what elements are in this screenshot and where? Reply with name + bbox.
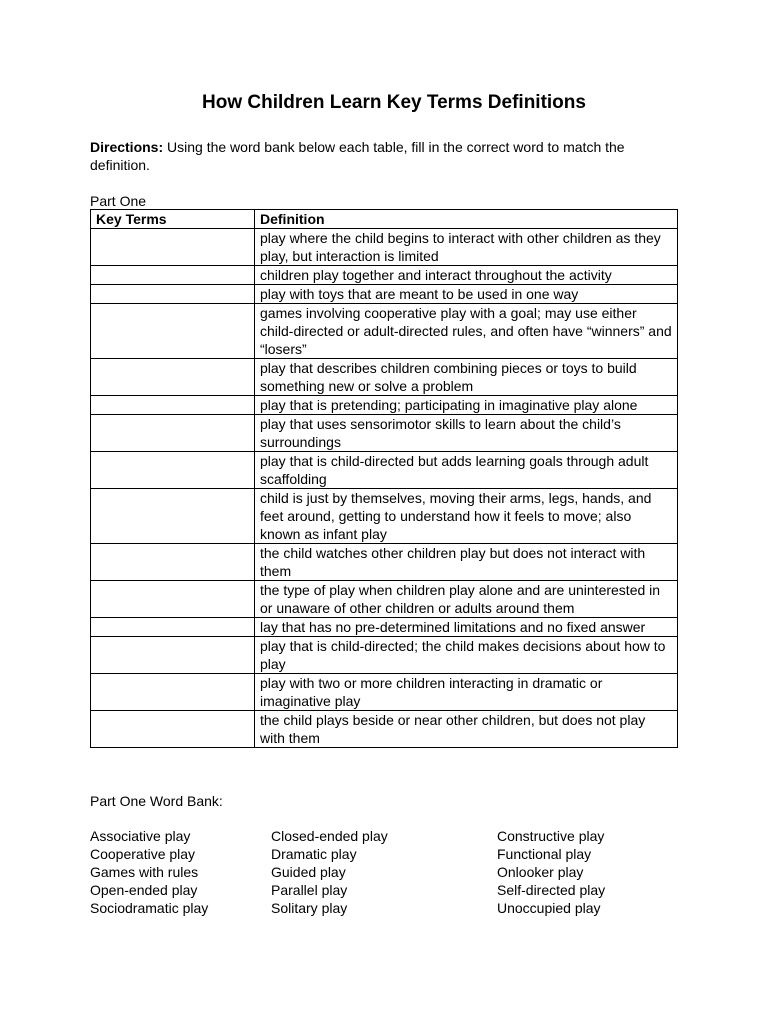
table-row xyxy=(91,266,678,285)
key-term-answer-cell[interactable] xyxy=(91,304,255,359)
key-term-answer-cell[interactable] xyxy=(91,396,255,415)
page-title: How Children Learn Key Terms Definitions xyxy=(202,92,586,113)
definition-cell: the type of play when children play alone and are uninterested in or unaware of other children or adults around them xyxy=(255,581,678,618)
key-term-answer-cell[interactable] xyxy=(91,359,255,396)
table-row xyxy=(91,637,678,674)
definition-cell: child is just by themselves, moving their arms, legs, hands, and feet around, getting to understand how it feels to move; also known as infant play xyxy=(255,489,678,544)
word-bank-item: Functional play xyxy=(497,846,592,862)
word-bank-item: Games with rules xyxy=(90,864,199,880)
table-row xyxy=(91,359,678,396)
word-bank-column-3 xyxy=(497,827,605,917)
definition-cell: play that is child-directed but adds learning goals through adult scaffolding xyxy=(255,452,678,489)
key-term-answer-cell[interactable] xyxy=(91,637,255,674)
definition-cell: play that is pretending; participating in imaginative play alone xyxy=(255,396,678,415)
word-bank-item: Sociodramatic play xyxy=(90,900,209,916)
definition-cell: play with toys that are meant to be used in one way xyxy=(255,285,678,304)
table-row xyxy=(91,452,678,489)
word-bank-column-2 xyxy=(271,827,388,917)
word-bank-item: Closed-ended play xyxy=(271,828,388,844)
key-terms-table xyxy=(90,209,678,748)
directions-text: Using the word bank below each table, fill in the correct word to match the definition. xyxy=(90,139,625,173)
key-term-answer-cell[interactable] xyxy=(91,711,255,748)
key-term-answer-cell[interactable] xyxy=(91,415,255,452)
key-term-answer-cell[interactable] xyxy=(91,544,255,581)
table-row xyxy=(91,285,678,304)
word-bank-item: Parallel play xyxy=(271,882,348,898)
table-row xyxy=(91,674,678,711)
key-term-answer-cell[interactable] xyxy=(91,285,255,304)
table-row xyxy=(91,618,678,637)
word-bank-item: Constructive play xyxy=(497,828,605,844)
word-bank-label: Part One Word Bank: xyxy=(90,793,223,809)
part-one-label: Part One xyxy=(90,193,147,209)
definition-cell: play that uses sensorimotor skills to learn about the child’s surroundings xyxy=(255,415,678,452)
table-row xyxy=(91,581,678,618)
word-bank-item: Unoccupied play xyxy=(497,900,601,916)
key-term-answer-cell[interactable] xyxy=(91,674,255,711)
key-term-answer-cell[interactable] xyxy=(91,618,255,637)
key-term-answer-cell[interactable] xyxy=(91,489,255,544)
definition-cell: children play together and interact throughout the activity xyxy=(255,266,678,285)
word-bank-column-1 xyxy=(90,827,208,917)
definition-cell: the child watches other children play but does not interact with them xyxy=(255,544,678,581)
table-row xyxy=(91,304,678,359)
key-term-answer-cell[interactable] xyxy=(91,452,255,489)
definition-cell: the child plays beside or near other children, but does not play with them xyxy=(255,711,678,748)
directions xyxy=(90,138,680,174)
word-bank-item: Dramatic play xyxy=(271,846,357,862)
key-term-answer-cell[interactable] xyxy=(91,266,255,285)
table-row xyxy=(91,415,678,452)
word-bank-item: Associative play xyxy=(90,828,191,844)
word-bank-item: Open-ended play xyxy=(90,882,198,898)
directions-label: Directions: xyxy=(90,139,164,155)
definition-cell: play where the child begins to interact with other children as they play, but interaction is limited xyxy=(255,229,678,266)
definition-cell: games involving cooperative play with a goal; may use either child-directed or adult-directed rules, and often have “winners” and “losers” xyxy=(255,304,678,359)
word-bank-item: Onlooker play xyxy=(497,864,584,880)
definition-cell: lay that has no pre-determined limitations and no fixed answer xyxy=(255,618,678,637)
table-row xyxy=(91,396,678,415)
definition-cell: play with two or more children interacting in dramatic or imaginative play xyxy=(255,674,678,711)
key-term-answer-cell[interactable] xyxy=(91,229,255,266)
table-header-row xyxy=(91,210,678,229)
definition-cell: play that describes children combining pieces or toys to build something new or solve a problem xyxy=(255,359,678,396)
word-bank-item: Cooperative play xyxy=(90,846,196,862)
header-definition: Definition xyxy=(255,210,678,229)
definition-cell: play that is child-directed; the child makes decisions about how to play xyxy=(255,637,678,674)
table-row xyxy=(91,489,678,544)
table-body xyxy=(91,229,678,748)
header-key-terms: Key Terms xyxy=(91,210,255,229)
word-bank-item: Guided play xyxy=(271,864,346,880)
table-row xyxy=(91,711,678,748)
table-row xyxy=(91,544,678,581)
word-bank-item: Self-directed play xyxy=(497,882,606,898)
word-bank-item: Solitary play xyxy=(271,900,348,916)
key-term-answer-cell[interactable] xyxy=(91,581,255,618)
table-row xyxy=(91,229,678,266)
